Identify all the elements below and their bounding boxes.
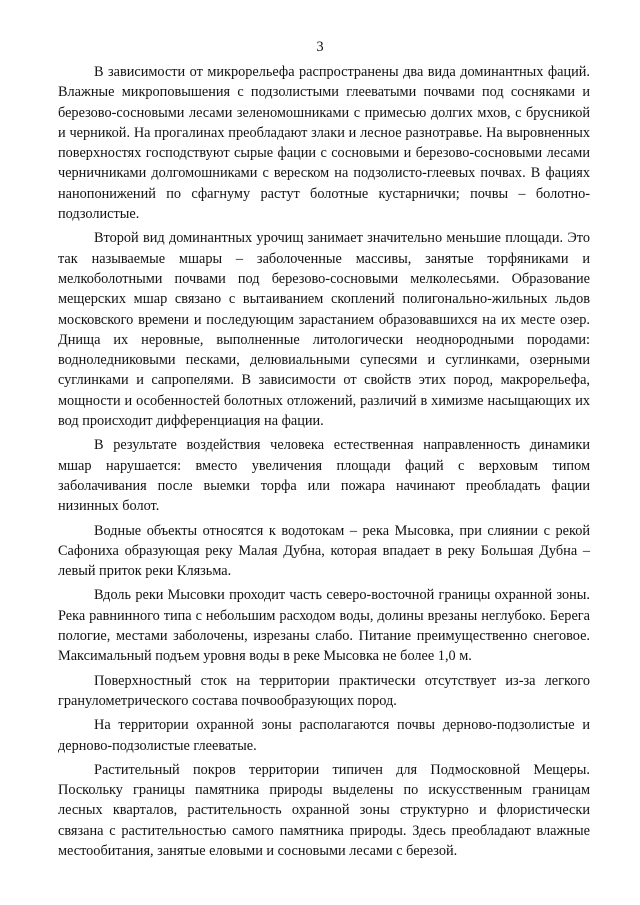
paragraph-dominant-facies: В зависимости от микрорельефа распространены два вида доминантных фаций. Влажные микроповышения с подзолистыми глееватыми почвами под сосняками и березово-сосновыми лесами зеленомошниками с примесью долгих мхов, с брусникой и черникой. На прогалинах преобладают злаки и лесное разнотравье. На выровненных поверхностях господствуют сырые фации с сосновыми и березово-сосновыми лесами черничниками долгомошниками с вереском на подзолисто-глеевых почвах. В фациях нанопонижений по сфагнуму растут болотные кустарнички; почвы – болотно-подзолистые. bbox=[58, 64, 590, 223]
page-number: 3 bbox=[316, 39, 324, 55]
paragraph-soils: На территории охранной зоны располагаются почвы дерново-подзолистые и дерново-подзолистые глееватые. bbox=[58, 717, 590, 754]
paragraph-mshary: Второй вид доминантных урочищ занимает значительно меньшие площади. Это так называемые мшары – заболоченные массивы, занятые торфяниками и мелкоболотными почвами под березово-сосновыми мелколесьями. Образование мещерских мшар связано с вытаиванием скоплений полигонально-жильных льдов московского времени и последующим зарастанием образовавшихся на их месте озер. Днища их неровные, выполненные литологически неоднородными породами: водноледниковыми песками, делювиальными супесями и суглинками, озерными суглинками и сапропелями. В зависимости от свойств этих пород, макрорельефа, мощности и особенностей болотных отложений, различий в химизме насыщающих их вод происходит дифференциация на фации. bbox=[58, 230, 590, 430]
paragraph-human-impact: В результате воздействия человека естественная направленность динамики мшар нарушается: вместо увеличения площади фаций с верховым типом заболачивания после выемки торфа или пожара начинают преобладать фации низинных болот. bbox=[58, 437, 590, 515]
document-body bbox=[58, 62, 590, 865]
paragraph-mysovka-river: Вдоль реки Мысовки проходит часть северо-восточной границы охранной зоны. Река равнинного типа с небольшим расходом воды, долины врезаны неглубоко. Берега пологие, местами заболочены, изрезаны слабо. Питание преимущественно снеговое. Максимальный подъем уровня воды в реке Мысовка не более 1,0 м. bbox=[58, 587, 590, 665]
paragraph-water-objects: Водные объекты относятся к водотокам – река Мысовка, при слиянии с рекой Сафониха образующая реку Малая Дубна, которая впадает в реку Большая Дубна – левый приток реки Клязьма. bbox=[58, 522, 590, 580]
paragraph-surface-runoff: Поверхностный сток на территории практически отсутствует из-за легкого гранулометрического состава почвообразующих пород. bbox=[58, 672, 590, 709]
paragraph-vegetation: Растительный покров территории типичен для Подмосковной Мещеры. Поскольку границы памятника природы выделены по искусственным границам лесных кварталов, растительность охранной зоны структурно и флористически связана с растительностью самого памятника природы. Здесь преобладают влажные местообитания, занятые еловыми и сосновыми лесами с березой. bbox=[58, 761, 590, 859]
